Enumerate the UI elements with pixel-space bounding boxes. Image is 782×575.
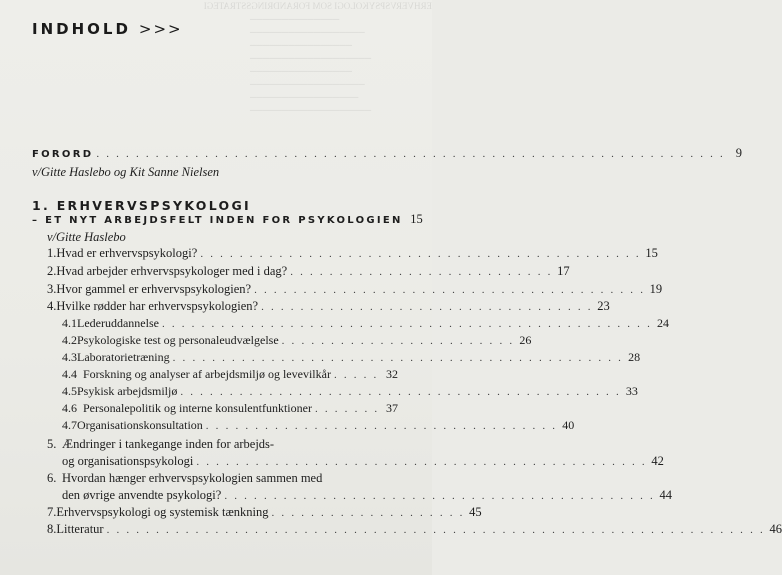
contents-title: INDHOLD (32, 20, 131, 38)
section-page: 45 (469, 505, 482, 519)
section-number: 7. (47, 505, 57, 519)
section-page: 19 (649, 282, 663, 296)
subsection-page: 24 (657, 316, 670, 330)
toc-entry-section[interactable] (47, 299, 610, 314)
subsection-number: 4.3 (62, 350, 77, 364)
leader-dots: . . . . . . . . . . . . . . . . . . . . . . . . . . . . . . . . . . . . . . . . . . . . . . . . . . . . . . . . . . . . . . . . . . . (106, 524, 765, 536)
section-number: 6. (47, 471, 57, 485)
section-title: Hvordan hænger erhvervspsykologien sammen med (62, 471, 323, 485)
toc-entry-section-5-line2[interactable] (62, 454, 664, 469)
leader-dots: . . . . . . . . . . . . . . . . . . . . . . . . . . . . . . . . . . . . . . . . . . . . . (200, 248, 641, 260)
section-page: 15 (645, 246, 658, 260)
subsection-title: Organisationskonsultation (77, 418, 203, 432)
leader-dots: . . . . . . . . . . . . . . . . . . . . . . . . . . . . . . . . . . . . . . . . . . . . . . (196, 456, 647, 468)
toc-entry-section[interactable] (47, 522, 782, 537)
section-page: 17 (557, 264, 570, 278)
toc-entry-section[interactable] (47, 282, 663, 297)
leader-dots: . . . . . . . . . . . . . . . . . . . . . . . . . . . . . . . . . . . . . . . . . . . . (224, 490, 655, 502)
subsection-title: Personalepolitik og interne konsulentfunktioner (83, 401, 312, 415)
subsection-page: 32 (386, 367, 398, 381)
toc-entry-subsection[interactable] (62, 418, 575, 433)
section-title: Ændringer i tankegange inden for arbejds- (62, 437, 275, 451)
chapter1-title-line2: – ET NYT ARBEJDSFELT INDEN FOR PSYKOLOGIEN (32, 215, 403, 226)
section-number: 4. (47, 299, 57, 313)
leader-dots: . . . . . . . . . . . . . . . . . . . . (271, 507, 465, 519)
toc-entry-subsection[interactable] (62, 316, 670, 331)
foreword-label: FORORD (32, 149, 94, 160)
leader-dots: . . . . . . . . . . . . . . . . . . . . . . . . . . . . . . . . . . . . . . . . (254, 284, 646, 296)
subsection-title: Psykologiske test og personaleudvælgelse (77, 333, 279, 347)
toc-entry-section-5-line1[interactable] (47, 437, 274, 452)
toc-entry-subsection[interactable] (62, 333, 532, 348)
section-title: Hvor gammel er erhvervspsykologien? (56, 282, 252, 296)
subsection-page: 37 (386, 401, 398, 415)
subsection-number: 4.5 (62, 384, 77, 398)
section-title: Hvad er erhvervspsykologi? (56, 246, 198, 260)
subsection-title: Psykisk arbejdsmiljø (77, 384, 178, 398)
subsection-page: 26 (519, 333, 532, 347)
section-page: 42 (651, 454, 664, 468)
section-page: 23 (597, 299, 610, 313)
section-title: Hvilke rødder har erhvervspsykologien? (56, 299, 259, 313)
toc-entry-section[interactable] (47, 246, 658, 261)
toc-entry-chapter1[interactable] (32, 212, 423, 227)
section-title: og organisationspsykologi (62, 454, 194, 468)
chapter1-author: v/Gitte Haslebo (47, 230, 126, 244)
subsection-page: 28 (628, 350, 641, 364)
section-page: 44 (659, 488, 672, 502)
leader-dots: . . . . . (333, 369, 379, 381)
section-title: den øvrige anvendte psykologi? (62, 488, 222, 502)
section-number: 1. (47, 246, 57, 260)
subsection-title: Laboratorietræning (77, 350, 170, 364)
section-number: 2. (47, 264, 57, 278)
subsection-number: 4.2 (62, 333, 77, 347)
leader-dots: . . . . . . . (314, 403, 380, 415)
subsection-number: 4.1 (62, 316, 77, 330)
section-page: 46 (769, 522, 782, 536)
arrows-glyph: >>> (138, 20, 183, 38)
leader-dots: . . . . . . . . . . . . . . . . . . . . . . . . . . . . . . . . . . . . . . . . . . . . . . (172, 352, 624, 364)
leader-dots: . . . . . . . . . . . . . . . . . . . . . . . . . . . (290, 266, 553, 278)
toc-entry-foreword[interactable] (32, 146, 742, 161)
leader-dots: . . . . . . . . . . . . . . . . . . . . . . . . . . . . . . . . . . (261, 301, 593, 313)
subsection-title: Forskning og analyser af arbejdsmiljø og levevilkår (83, 367, 331, 381)
section-title: Litteratur (56, 522, 104, 536)
subsection-number: 4.6 (62, 401, 77, 415)
toc-entry-section-6-line2[interactable] (62, 488, 672, 503)
foreword-authors: v/Gitte Haslebo og Kit Sanne Nielsen (32, 165, 220, 179)
section-title: Hvad arbejder erhvervspsykologer med i dag? (56, 264, 288, 278)
leader-dots: . . . . . . . . . . . . . . . . . . . . . . . . . . . . . . . . . . . . . . . . . . . . . (180, 386, 621, 398)
chapter1-page: 15 (410, 212, 423, 226)
section-number: 5. (47, 437, 57, 451)
subsection-number: 4.4 (62, 367, 77, 381)
leader-dots: . . . . . . . . . . . . . . . . . . . . . . . . (281, 335, 515, 347)
contents-heading (32, 20, 183, 38)
section-title: Erhvervspsykologi og systemisk tænkning (56, 505, 269, 519)
toc-entry-subsection[interactable] (62, 350, 641, 365)
leader-dots: . . . . . . . . . . . . . . . . . . . . . . . . . . . . . . . . . . . . . . . . . . . . . . . . . . . . . . . . . . . . . . . . (96, 148, 725, 160)
toc-entry-section-6-line1[interactable] (47, 471, 322, 486)
toc-entry-section[interactable] (47, 264, 570, 279)
subsection-page: 40 (562, 418, 575, 432)
show-through-text: ERHVERVSPSYKOLOGI SOM FORANDRINGSSTRATEGI ────────────── ────────────────── ──────────────── ─────────────────── ──────────────── ────────────────── ───────────────── ─────────────────── (203, 1, 432, 115)
leader-dots: . . . . . . . . . . . . . . . . . . . . . . . . . . . . . . . . . . . . . . . . . . . . . . . . . . (161, 318, 653, 330)
section-number: 8. (47, 522, 57, 536)
leader-dots: . . . . . . . . . . . . . . . . . . . . . . . . . . . . . . . . . . . . (205, 420, 558, 432)
toc-entry-subsection[interactable] (62, 367, 398, 382)
subsection-number: 4.7 (62, 418, 77, 432)
section-number: 3. (47, 282, 57, 296)
chapter1-title-line1: 1. ERHVERVSPSYKOLOGI (32, 198, 251, 213)
subsection-page: 33 (625, 384, 638, 398)
toc-entry-section[interactable] (47, 505, 482, 520)
toc-entry-subsection[interactable] (62, 401, 398, 416)
toc-entry-subsection[interactable] (62, 384, 638, 399)
subsection-title: Lederuddannelse (77, 316, 159, 330)
foreword-page: 9 (735, 146, 742, 160)
